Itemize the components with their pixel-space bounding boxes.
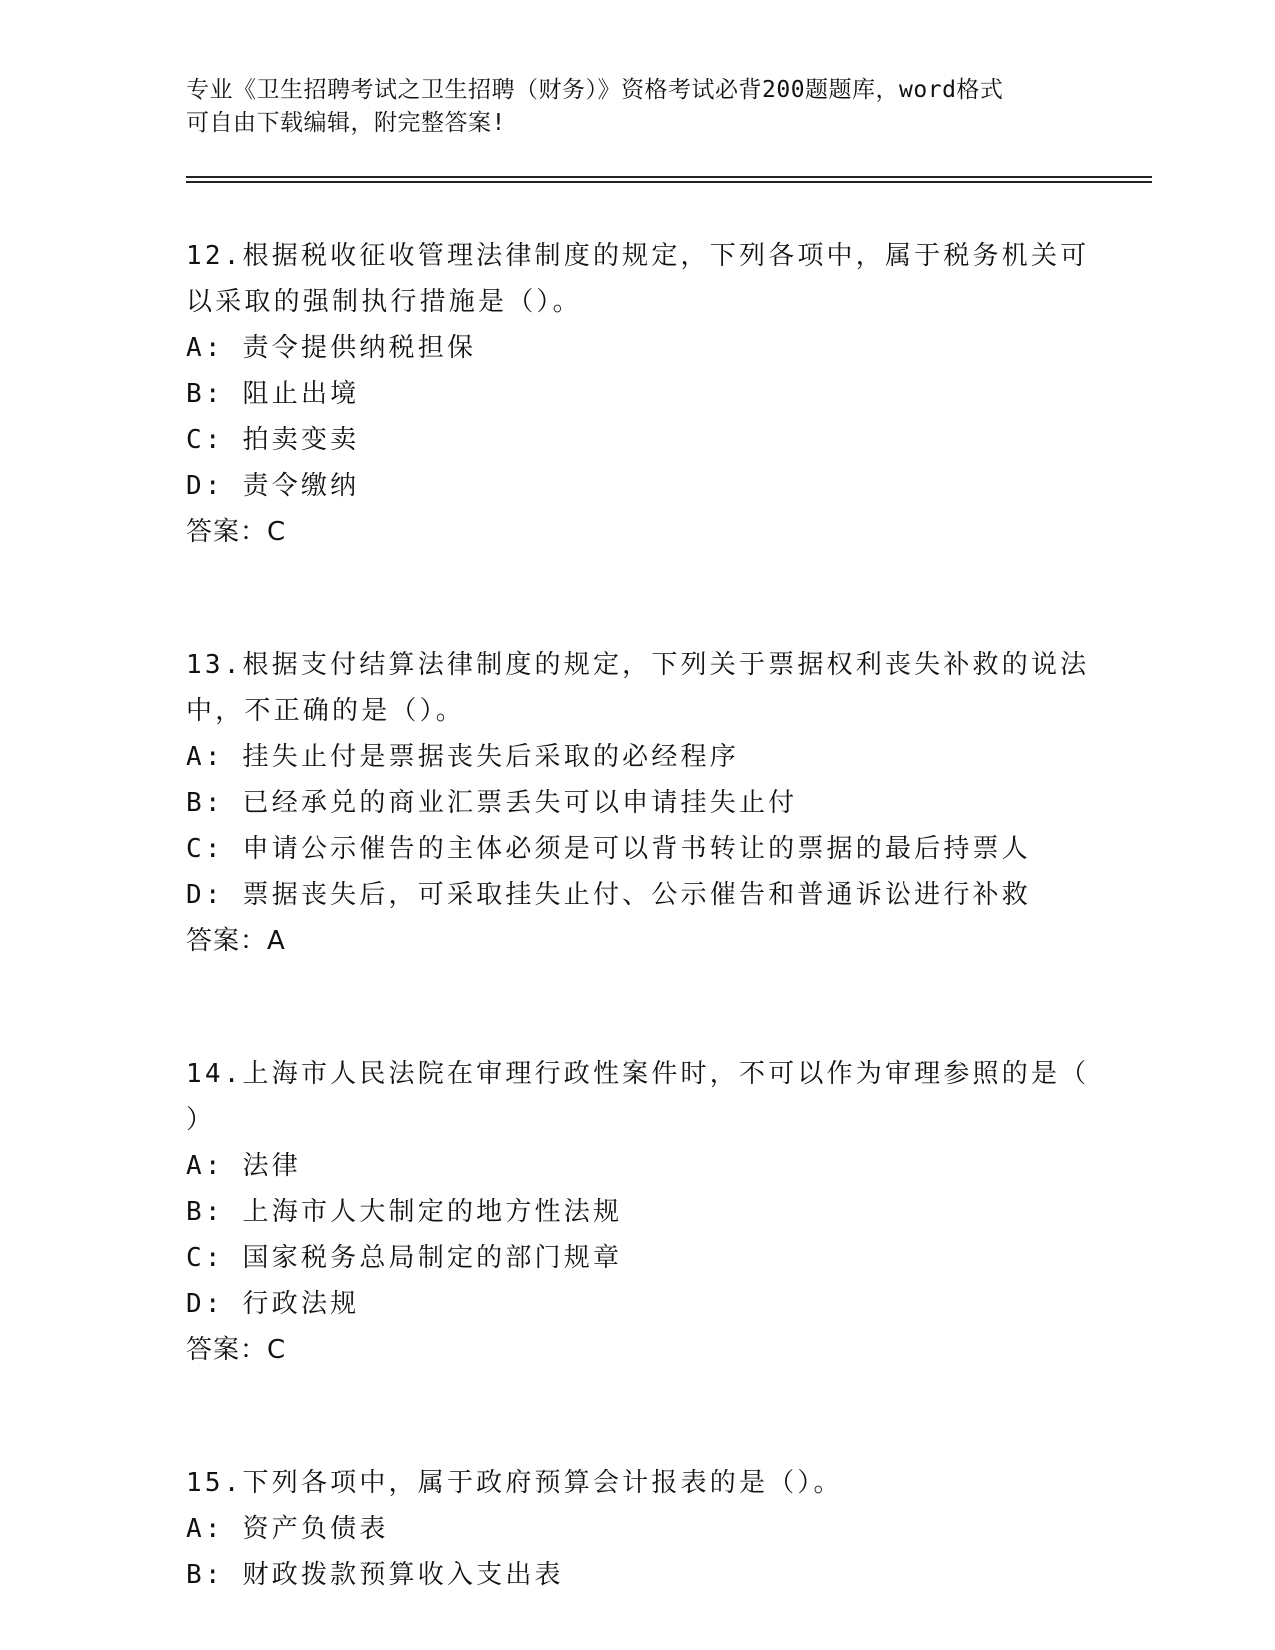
question-stem: 13.根据支付结算法律制度的规定，下列关于票据权利丧失补救的说法	[186, 650, 1090, 680]
question-15	[186, 1460, 1086, 1598]
option-b: B: 上海市人大制定的地方性法规	[186, 1197, 623, 1227]
header-divider-top	[186, 176, 1152, 178]
question-13	[186, 642, 1090, 964]
option-a: A: 资产负债表	[186, 1514, 389, 1544]
option-a: A: 责令提供纳税担保	[186, 333, 477, 363]
answer-label: 答案：C	[186, 517, 287, 547]
option-d: D: 票据丧失后，可采取挂失止付、公示催告和普通诉讼进行补救	[186, 880, 1031, 910]
option-a: A: 挂失止付是票据丧失后采取的必经程序	[186, 742, 739, 772]
question-stem: 15.下列各项中，属于政府预算会计报表的是（）。	[186, 1468, 843, 1498]
question-stem: 中，不正确的是（）。	[186, 696, 466, 726]
question-12	[186, 233, 1090, 555]
option-b: B: 已经承兑的商业汇票丢失可以申请挂失止付	[186, 788, 798, 818]
question-14	[186, 1051, 1090, 1373]
option-d: D: 责令缴纳	[186, 471, 360, 501]
question-spacer	[186, 1373, 1086, 1460]
question-list	[186, 233, 1090, 1598]
header-title-line-2: 可自由下载编辑，附完整答案!	[186, 110, 506, 136]
answer-label: 答案：C	[186, 1335, 287, 1365]
answer-label: 答案：A	[186, 926, 286, 956]
option-c: C: 国家税务总局制定的部门规章	[186, 1243, 623, 1273]
option-a: A: 法律	[186, 1151, 301, 1181]
option-d: D: 行政法规	[186, 1289, 360, 1319]
question-spacer	[186, 555, 1086, 642]
question-stem: 12.根据税收征收管理法律制度的规定，下列各项中，属于税务机关可	[186, 241, 1090, 271]
question-stem: 14.上海市人民法院在审理行政性案件时，不可以作为审理参照的是（	[186, 1059, 1090, 1089]
option-b: B: 财政拨款预算收入支出表	[186, 1560, 564, 1590]
header-title-line-1: 专业《卫生招聘考试之卫生招聘（财务）》资格考试必背200题题库，word格式	[186, 77, 1004, 103]
header-divider-bottom	[186, 181, 1152, 183]
document-header	[186, 74, 1066, 140]
option-c: C: 申请公示催告的主体必须是可以背书转让的票据的最后持票人	[186, 834, 1031, 864]
question-spacer	[186, 964, 1086, 1051]
option-b: B: 阻止出境	[186, 379, 360, 409]
question-stem: ）	[186, 1105, 216, 1135]
question-stem: 以采取的强制执行措施是（）。	[186, 287, 582, 317]
option-c: C: 拍卖变卖	[186, 425, 360, 455]
